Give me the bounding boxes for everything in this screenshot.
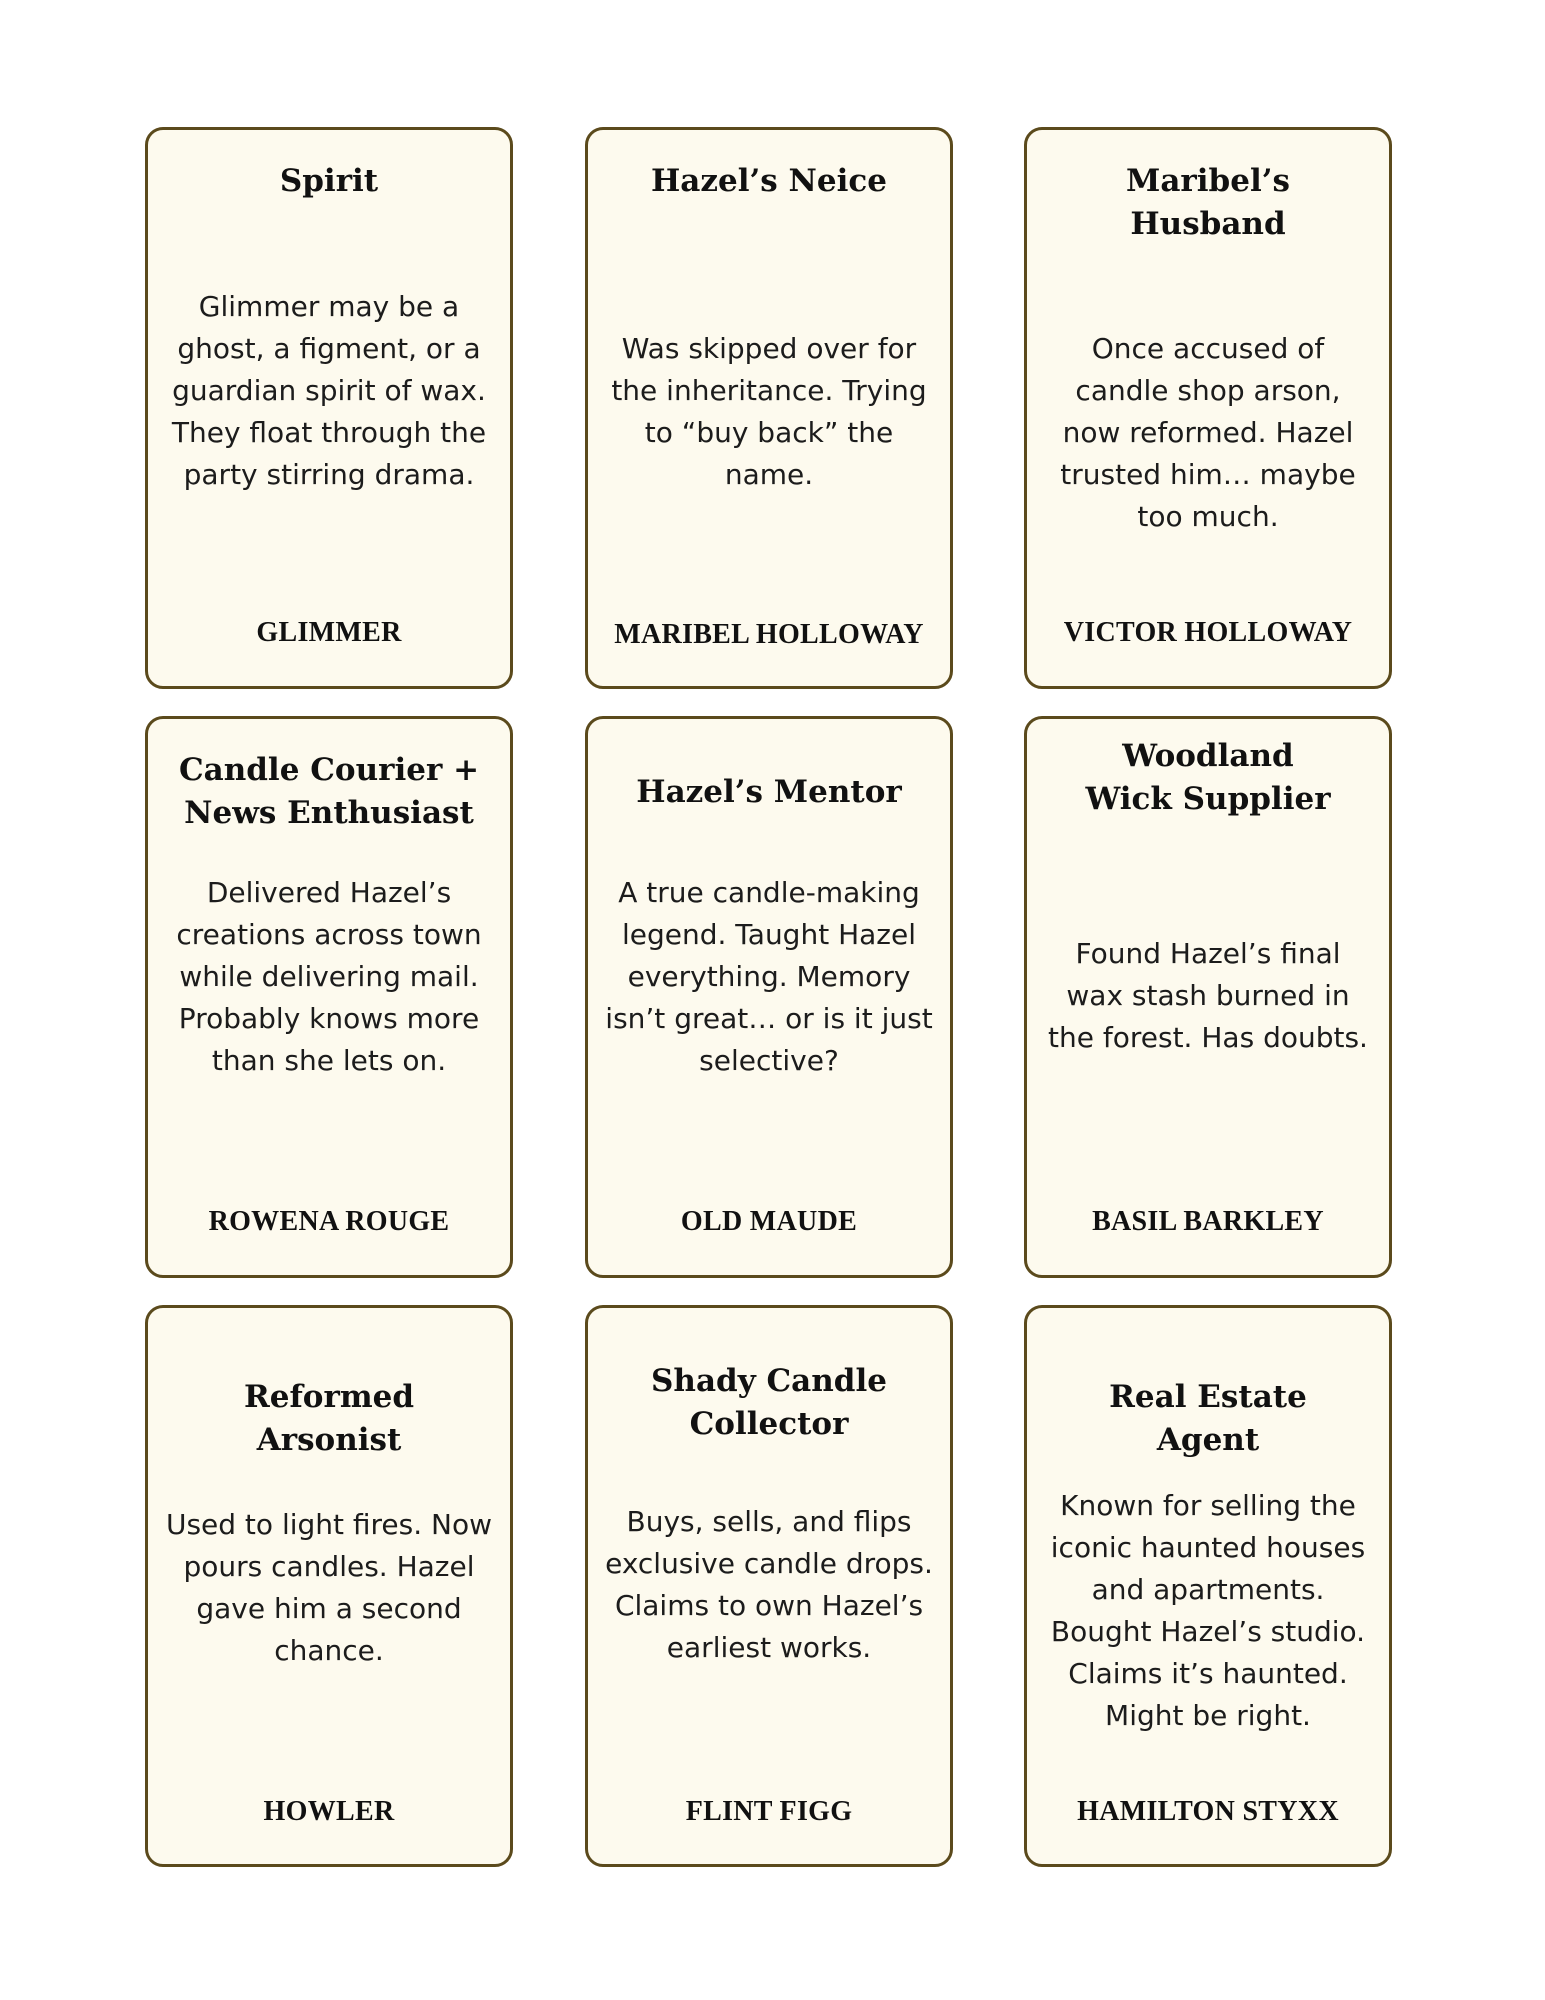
character-card-maribel-holloway	[585, 127, 953, 689]
card-role: Spirit	[279, 163, 379, 199]
card-description: Buys, sells, and flips exclusive candle drops. Claims to own Hazel’s earliest works.	[605, 1505, 933, 1664]
character-card-rowena-rouge	[145, 716, 513, 1278]
card-role: Maribel’s Husband	[1126, 163, 1290, 242]
character-card-flint-figg	[585, 1305, 953, 1867]
card-role: Hazel’s Neice	[651, 163, 887, 199]
character-card-old-maude	[585, 716, 953, 1278]
card-description: Found Hazel’s final wax stash burned in the forest. Has doubts.	[1048, 937, 1368, 1054]
card-description: Once accused of candle shop arson, now reformed. Hazel trusted him… maybe too much.	[1060, 332, 1356, 533]
character-card-glimmer	[145, 127, 513, 689]
card-role: Hazel’s Mentor	[636, 774, 902, 810]
card-role: Candle Courier + News Enthusiast	[178, 752, 480, 831]
card-description: A true candle-making legend. Taught Hazel everything. Memory isn’t great… or is it just selective?	[605, 876, 933, 1077]
card-character-name: OLD MAUDE	[680, 1206, 858, 1237]
card-role: Woodland Wick Supplier	[1085, 738, 1331, 817]
card-character-name: BASIL BARKLEY	[1092, 1206, 1324, 1237]
card-character-name: ROWENA ROUGE	[208, 1206, 450, 1237]
character-card-victor-holloway	[1024, 127, 1392, 689]
character-card-basil-barkley	[1024, 716, 1392, 1278]
card-character-name: MARIBEL HOLLOWAY	[614, 619, 924, 650]
card-character-name: VICTOR HOLLOWAY	[1063, 617, 1353, 648]
character-card-howler	[145, 1305, 513, 1867]
card-role: Reformed Arsonist	[243, 1379, 415, 1458]
card-character-name: HOWLER	[263, 1796, 395, 1827]
card-character-name: HAMILTON STYXX	[1077, 1796, 1339, 1827]
card-description: Was skipped over for the inheritance. Trying to “buy back” the name.	[611, 332, 927, 491]
card-description: Known for selling the iconic haunted houses and apartments. Bought Hazel’s studio. Claims it’s haunted. Might be right.	[1050, 1489, 1366, 1732]
card-description: Glimmer may be a ghost, a figment, or a guardian spirit of wax. They float through the party stirring drama.	[171, 290, 487, 491]
card-description: Delivered Hazel’s creations across town while delivering mail. Probably knows more than she lets on.	[176, 876, 482, 1077]
character-card-hamilton-styxx	[1024, 1305, 1392, 1867]
card-role: Shady Candle Collector	[651, 1363, 887, 1442]
card-role: Real Estate Agent	[1109, 1379, 1307, 1458]
card-character-name: FLINT FIGG	[685, 1796, 853, 1827]
card-character-name: GLIMMER	[256, 617, 402, 648]
card-description: Used to light fires. Now pours candles. Hazel gave him a second chance.	[165, 1508, 493, 1667]
